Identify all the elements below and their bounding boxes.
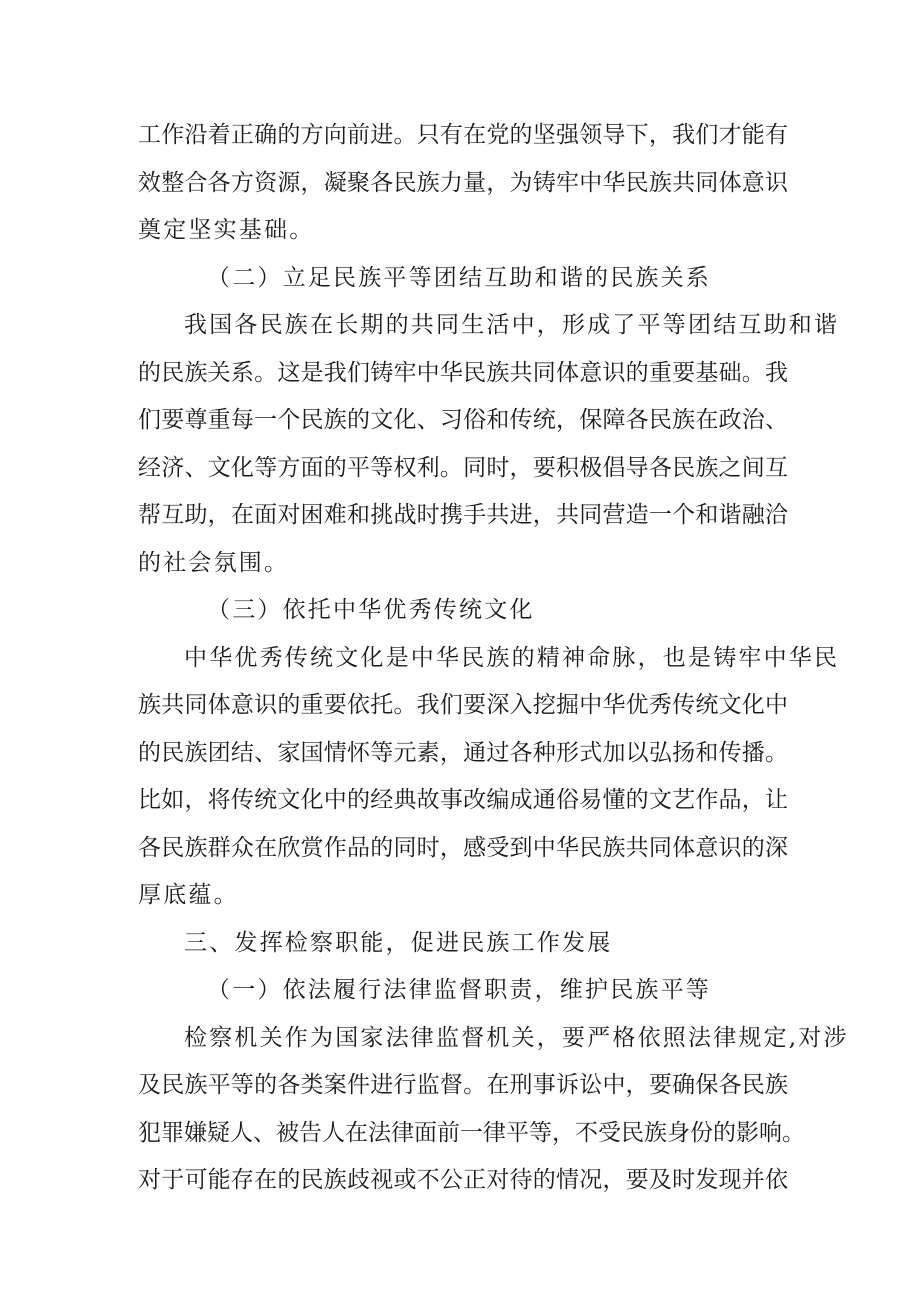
text-line: 的民族团结、家国情怀等元素，通过各种形式加以弘扬和传播。 <box>138 739 788 766</box>
text-line: 的民族关系。这是我们铸牢中华民族共同体意识的重要基础。我 <box>138 359 788 386</box>
section-heading: （三）依托中华优秀传统文化 <box>207 597 535 623</box>
text-line: 及民族平等的各类案件进行监督。在刑事诉讼中，要确保各民族 <box>138 1072 788 1098</box>
text-line: 我国各民族在长期的共同生活中，形成了平等团结互助和谐 <box>184 312 840 338</box>
text-line: 犯罪嫌疑人、被告人在法律面前一律平等，不受民族身份的影响。 <box>138 1119 805 1146</box>
chapter-heading: 三、发挥检察职能，促进民族工作发展 <box>184 929 613 956</box>
text-line: 工作沿着正确的方向前进。只有在党的坚强领导下，我们才能有 <box>138 122 788 148</box>
text-line: 各民族群众在欣赏作品的同时，感受到中华民族共同体意识的深 <box>138 834 788 861</box>
document-body <box>138 112 849 1205</box>
text-line: 厚底蕴。 <box>138 882 239 908</box>
text-line: 族共同体意识的重要依托。我们要深入挖掘中华优秀传统文化中 <box>138 692 788 718</box>
text-line: 经济、文化等方面的平等权利。同时，要积极倡导各民族之间互 <box>138 454 788 481</box>
text-line: 检察机关作为国家法律监督机关，要严格依照法律规定,对涉 <box>184 1024 849 1051</box>
text-line: 奠定坚实基础。 <box>138 217 315 243</box>
text-line: 比如，将传统文化中的经典故事改编成通俗易懂的文艺作品，让 <box>138 787 788 813</box>
text-line: 帮互助，在面对困难和挑战时携手共进，共同营造一个和谐融洽 <box>138 502 788 528</box>
text-line: 们要尊重每一个民族的文化、习俗和传统，保障各民族在政治、 <box>138 407 788 433</box>
text-line: 的社会氛围。 <box>138 549 290 576</box>
section-heading: （一）依法履行法律监督职责，维护民族平等 <box>207 977 711 1003</box>
text-line: 中华优秀传统文化是中华民族的精神命脉，也是铸牢中华民 <box>184 644 840 671</box>
section-heading: （二）立足民族平等团结互助和谐的民族关系 <box>207 264 711 291</box>
text-line: 对于可能存在的民族歧视或不公正对待的情况，要及时发现并依 <box>138 1167 788 1193</box>
text-line: 效整合各方资源，凝聚各民族力量，为铸牢中华民族共同体意识 <box>138 169 788 196</box>
